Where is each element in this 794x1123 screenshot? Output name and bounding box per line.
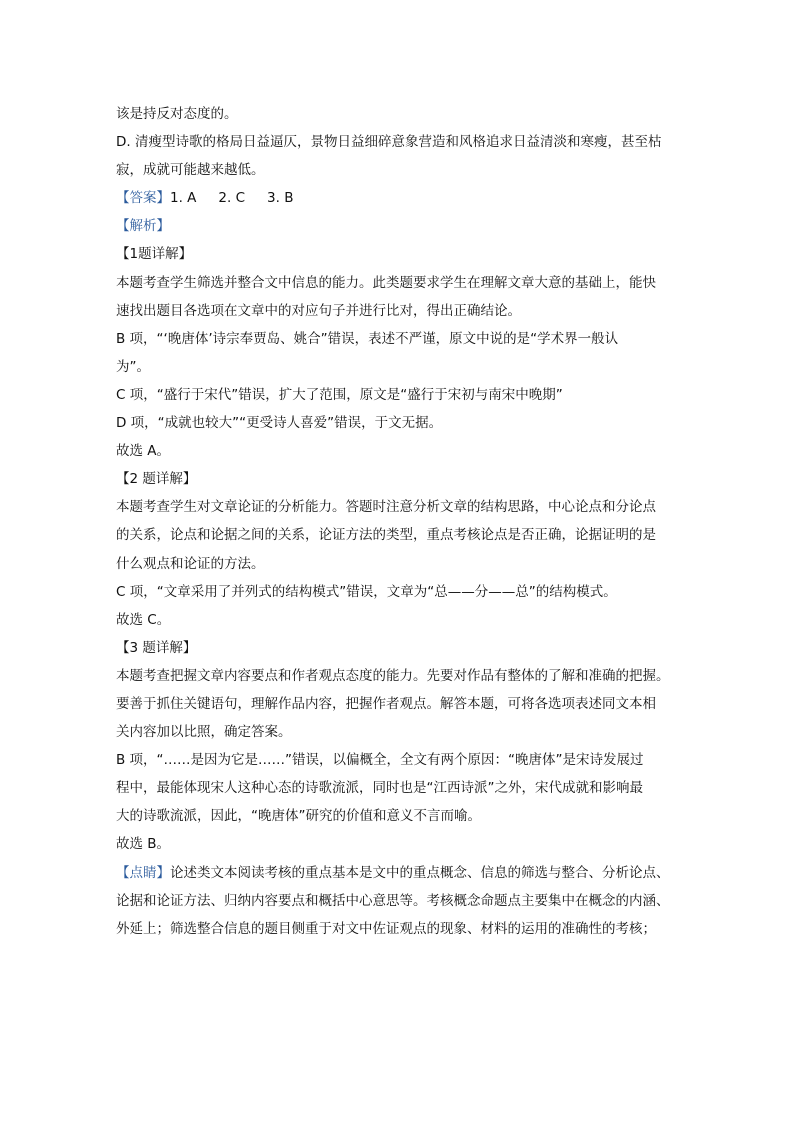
answer-1: 1. A (170, 190, 197, 207)
tip-line (116, 859, 696, 887)
analysis-tag: 【解析】 (116, 218, 170, 235)
text-line: 故选 A。 (116, 443, 171, 460)
answer-3: 3. B (267, 190, 294, 207)
text-line: 本题考查学生筛选并整合文中信息的能力。此类题要求学生在理解文章大意的基础上，能快 (116, 274, 656, 291)
document-body (116, 100, 696, 943)
text-line: 大的诗歌流派，因此，“晚唐体”研究的价值和意义不言而喻。 (116, 808, 481, 825)
text-line: 故选 C。 (116, 611, 171, 628)
text-line: 外延上；筛选整合信息的题目侧重于对文中佐证观点的现象、材料的运用的准确性的考核； (116, 920, 656, 937)
analysis-line (116, 212, 696, 240)
text-line: D 项，“成就也较大”“更受诗人喜爱”错误，于文无据。 (116, 415, 443, 432)
text-line: 程中，最能体现宋人这种心态的诗歌流派，同时也是“江西诗派”之外，宋代成就和影响最 (116, 780, 643, 797)
answer-line (116, 184, 696, 212)
text-line: 论据和论证方法、归纳内容要点和概括中心意思等。考核概念命题点主要集中在概念的内涵、 (116, 892, 670, 909)
text-line: 本题考查学生对文章论证的分析能力。答题时注意分析文章的结构思路，中心论点和分论点 (116, 499, 656, 516)
text-line: 本题考查把握文章内容要点和作者观点态度的能力。先要对作品有整体的了解和准确的把握。 (116, 667, 670, 684)
section-heading: 【1题详解】 (116, 246, 193, 263)
tip-tag: 【点睛】 (116, 864, 170, 881)
text-line: 什么观点和论证的方法。 (116, 555, 265, 572)
answer-2: 2. C (218, 190, 246, 207)
text-line: B 项，“……是因为它是……”错误，以偏概全，全文有两个原因：“晚唐体”是宋诗发展过 (116, 752, 644, 769)
text-line: B 项，“‘晚唐体’诗宗奉贾岛、姚合”错误，表述不严谨，原文中说的是“学术界一般认 (116, 330, 619, 347)
text-line: 寂，成就可能越来越低。 (116, 162, 265, 179)
text-line: 为”。 (116, 358, 150, 375)
text-line: 该是持反对态度的。 (116, 106, 238, 122)
text-line: 要善于抓住关键语句，理解作品内容，把握作者观点。解答本题，可将各选项表述同文本相 (116, 695, 656, 712)
text-line: C 项，“盛行于宋代”错误，扩大了范围，原文是“盛行于宋初与南宋中晚期” (116, 386, 563, 403)
text-line: 的关系，论点和论据之间的关系，论证方法的类型，重点考核论点是否正确，论据证明的是 (116, 527, 656, 544)
text-line: 关内容加以比照，确定答案。 (116, 724, 292, 741)
answer-tag: 【答案】 (116, 190, 170, 207)
section-heading: 【2 题详解】 (116, 471, 197, 488)
tip-text: 论述类文本阅读考核的重点基本是文中的重点概念、信息的筛选与整合、分析论点、 (170, 864, 670, 881)
text-line: C 项，“文章采用了并列式的结构模式”错误，文章为“总——分——总”的结构模式。 (116, 583, 617, 600)
text-line: D. 清瘦型诗歌的格局日益逼仄，景物日益细碎意象营造和风格追求日益清淡和寒瘦，甚至枯 (116, 134, 662, 151)
section-heading: 【3 题详解】 (116, 639, 197, 656)
text-line: 速找出题目各选项在文章中的对应句子并进行比对，得出正确结论。 (116, 302, 521, 319)
text-line: 故选 B。 (116, 836, 171, 853)
